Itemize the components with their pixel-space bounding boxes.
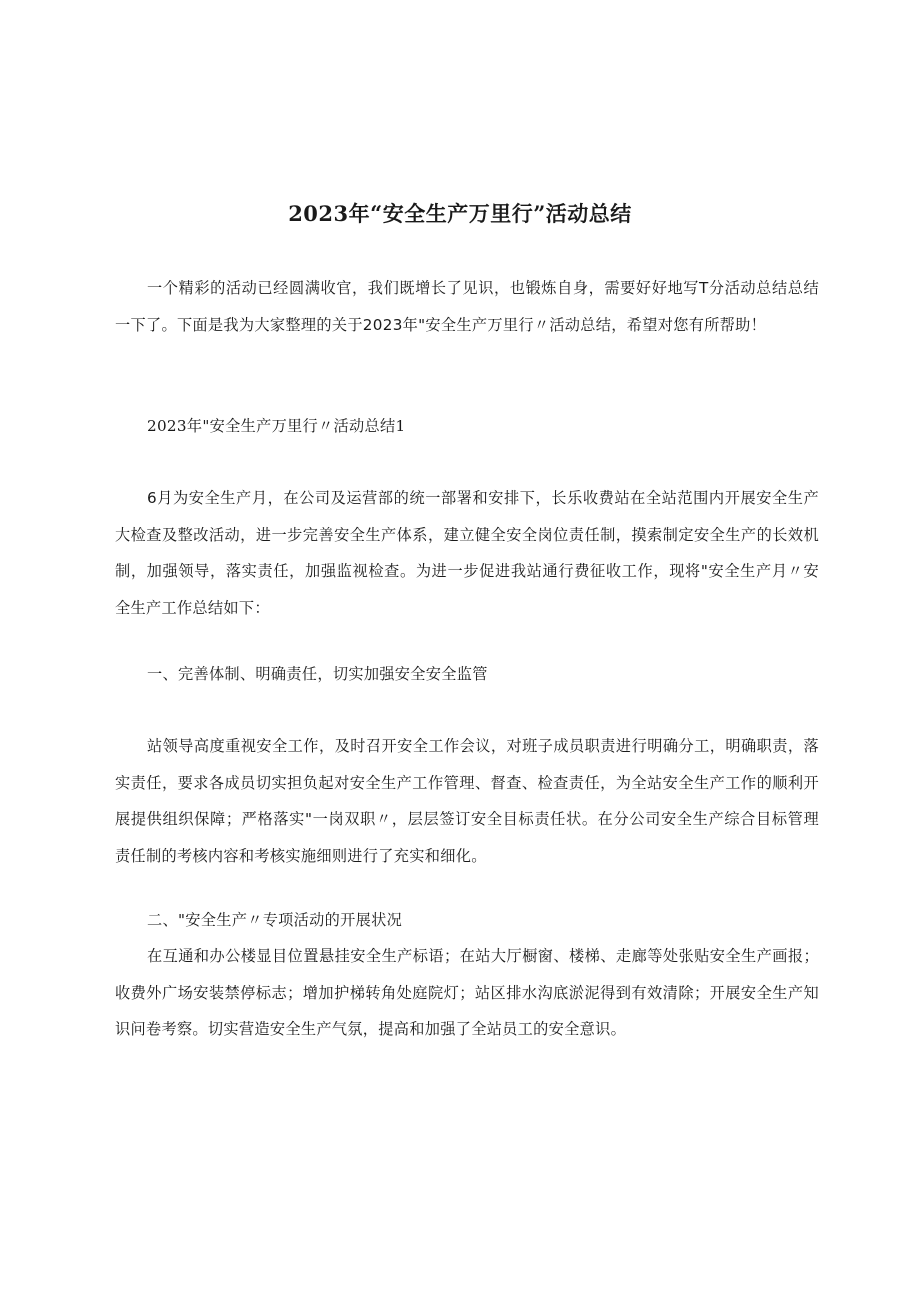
paragraph-two: 在互通和办公楼显目位置悬挂安全生产标语；在站大厅橱窗、楼梯、走廊等处张贴安全生产画报；收费外广场安装禁停标志；增加护梯转角处庭院灯；站区排水沟底淤泥得到有效清除；开展安全生产知识问卷考察。切实营造安全生产气氛，提高和加强了全站员工的安全意识。 [115, 947, 819, 1038]
heading-one: 一、完善体制、明确责任，切实加强安全安全监管 [147, 665, 488, 683]
heading-two: 二、"安全生产〃专项活动的开展状况 [147, 911, 403, 929]
paragraph-one: 站领导高度重视安全工作，及时召开安全工作会议，对班子成员职责进行明确分工，明确职责，落实责任，要求各成员切实担负起对安全生产工作管理、督查、检查责任，为全站安全生产工作的顺利开展提供组织保障；严格落实"一岗双职〃，层层签订安全目标责任状。在分公司安全生产综合目标管理责任制的考核内容和考核实施细则进行了充实和细化。 [115, 737, 819, 865]
june-paragraph: 6月为安全生产月，在公司及运营部的统一部署和安排下，长乐收费站在全站范围内开展安全生产大检查及整改活动，进一步完善安全生产体系，建立健全安全岗位责任制，摸索制定安全生产的长效机制，加强领导，落实责任，加强监视检查。为进一步促进我站通行费征收工作，现将"安全生产月〃安全生产工作总结如下： [115, 489, 819, 617]
document-title: 2023年“安全生产万里行”活动总结 [288, 201, 632, 226]
section-subtitle: 2023年"安全生产万里行〃活动总结1 [147, 417, 406, 435]
intro-paragraph: 一个精彩的活动已经圆满收官，我们既增长了见识，也锻炼自身，需要好好地写T分活动总结总结一下了。下面是我为大家整理的关于2023年"安全生产万里行〃活动总结，希望对您有所帮助！ [115, 279, 819, 334]
